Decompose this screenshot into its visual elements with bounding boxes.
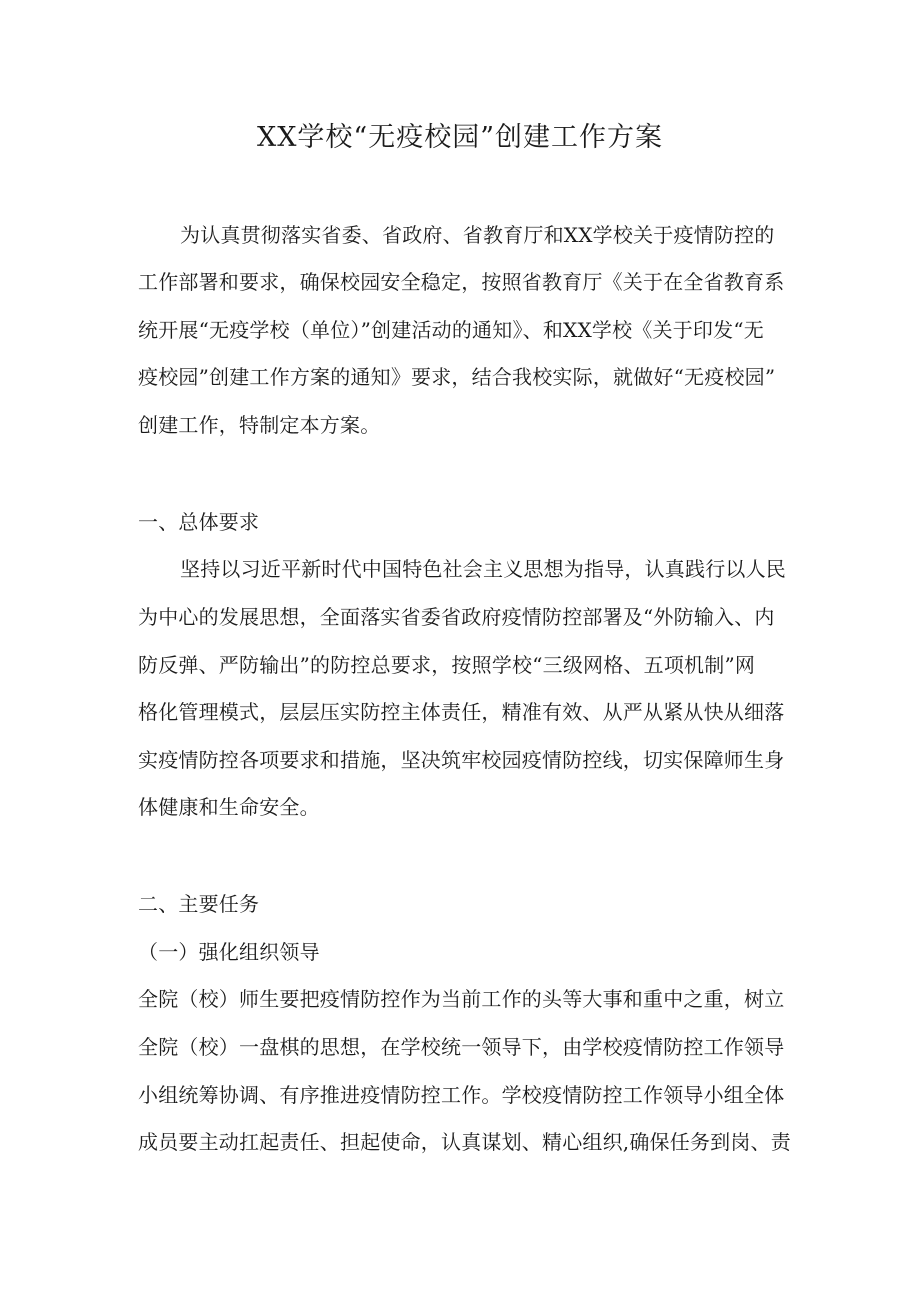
document-title: XX学校“无疫校园”创建工作方案 <box>256 122 664 153</box>
section-2-line-4: 成员要主动扛起责任、担起使命，认真谋划、精心组织,确保任务到岗、责 <box>138 1130 791 1154</box>
section-2-line-1: 全院（校）师生要把疫情防控作为当前工作的头等大事和重中之重，树立 <box>138 987 785 1011</box>
section-2-heading: 二、主要任务 <box>138 892 260 916</box>
intro-line-3: 统开展“无疫学校（单位）”创建活动的通知》、和XX学校《关于印发“无 <box>138 318 764 342</box>
section-2-line-2: 全院（校）一盘棋的思想，在学校统一领导下，由学校疫情防控工作领导 <box>138 1035 785 1059</box>
intro-line-4: 疫校园”创建工作方案的通知》要求，结合我校实际，就做好“无疫校园” <box>138 365 776 389</box>
intro-line-5: 创建工作，特制定本方案。 <box>138 413 381 437</box>
section-1-line-6: 体健康和生命安全。 <box>138 795 320 819</box>
intro-line-1: 为认真贯彻落实省委、省政府、省教育厅和XX学校关于疫情防控的 <box>180 223 775 247</box>
section-1-line-5: 实疫情防控各项要求和措施，坚决筑牢校园疫情防控线，切实保障师生身 <box>138 748 785 772</box>
section-1-line-2: 为中心的发展思想，全面落实省委省政府疫情防控部署及“外防输入、内 <box>138 605 775 629</box>
section-2-subheading: （一）强化组织领导 <box>138 940 320 964</box>
section-1-line-1: 坚持以习近平新时代中国特色社会主义思想为指导，认真践行以人民 <box>180 557 786 581</box>
section-1-heading: 一、总体要求 <box>138 510 260 534</box>
section-1-line-4: 格化管理模式，层层压实防控主体责任，精准有效、从严从紧从快从细落 <box>138 700 785 724</box>
section-2-line-3: 小组统筹协调、有序推进疫情防控工作。学校疫情防控工作领导小组全体 <box>138 1083 785 1107</box>
intro-line-2: 工作部署和要求，确保校园安全稳定，按照省教育厅《关于在全省教育系 <box>138 270 785 294</box>
section-1-line-3: 防反弹、严防输出”的防控总要求，按照学校“三级网格、五项机制”网 <box>138 653 756 677</box>
